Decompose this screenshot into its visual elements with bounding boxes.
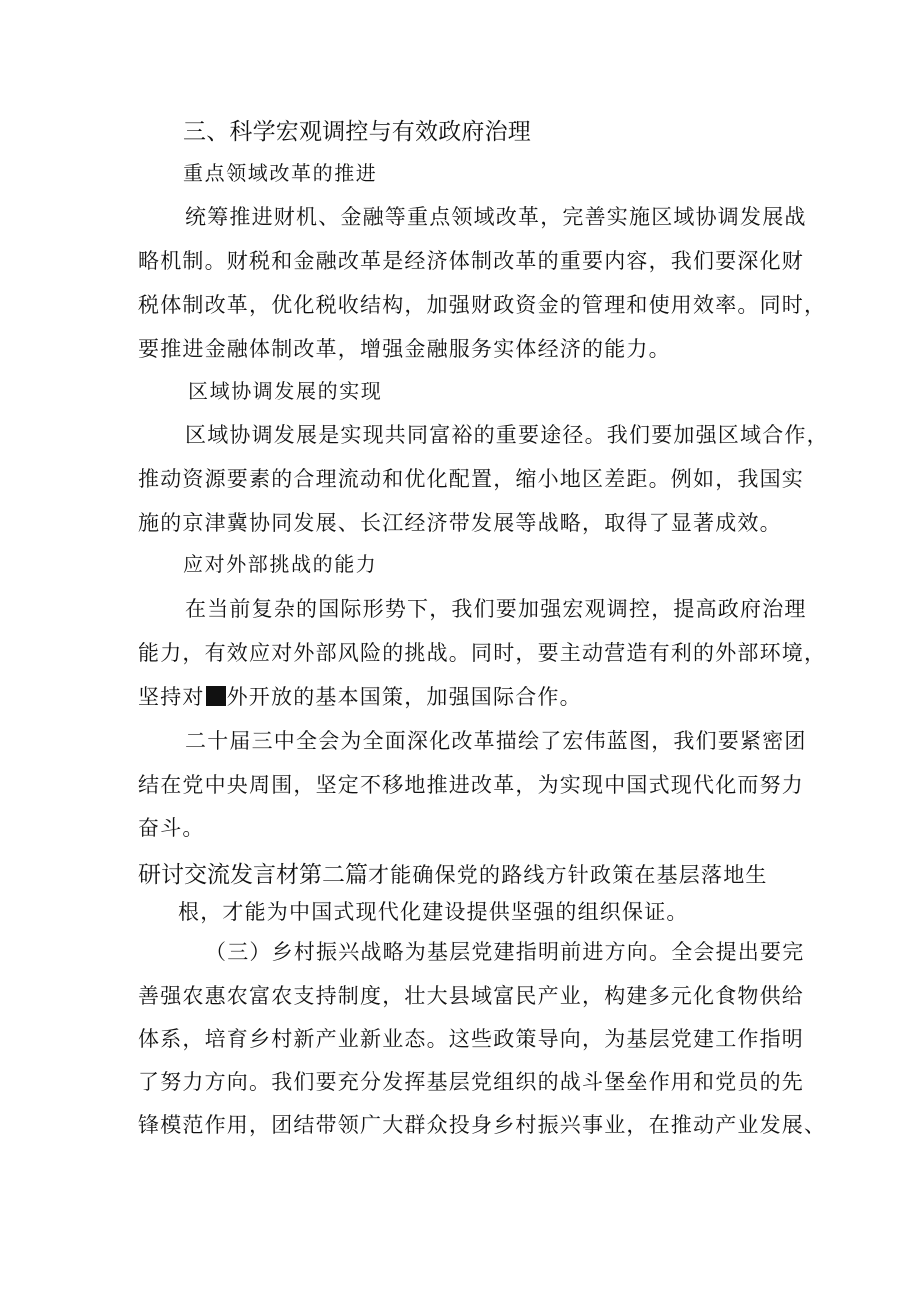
paragraph-text-before: 坚持对 bbox=[138, 685, 205, 709]
paragraph-line: 推动资源要素的合理流动和优化配置，缩小地区差距。例如，我国实 bbox=[138, 467, 804, 491]
article-title-line bbox=[138, 860, 768, 890]
paragraph-line: 略机制。财税和金融改革是经济体制改革的重要内容，我们要深化财 bbox=[138, 249, 804, 273]
article-title: 研讨交流发言材第二篇 bbox=[138, 862, 368, 888]
paragraph-line: 体系，培育乡村新产业新业态。这些政策导向，为基层党建工作指明 bbox=[138, 1027, 804, 1051]
paragraph-line: （三）乡村振兴战略为基层党建指明前进方向。全会提出要完 bbox=[205, 940, 805, 964]
paragraph-line: 区域协调发展是实现共同富裕的重要途径。我们要加强区域合作， bbox=[185, 423, 829, 447]
paragraph-line: 善强农惠农富农支持制度，壮大县域富民产业，构建多元化食物供给 bbox=[138, 984, 804, 1008]
subheading-key-reforms: 重点领域改革的推进 bbox=[183, 161, 378, 185]
paragraph-line: 税体制改革，优化税收结构，加强财政资金的管理和使用效率。同时， bbox=[138, 293, 827, 317]
closing-line: 奋斗。 bbox=[138, 816, 205, 840]
section-heading: 三、科学宏观调控与有效政府治理 bbox=[183, 119, 531, 145]
paragraph-line: 能力，有效应对外部风险的挑战。同时，要主动营造有利的外部环境， bbox=[138, 641, 827, 665]
closing-line: 二十届三中全会为全面深化改革描绘了宏伟蓝图，我们要紧密团 bbox=[185, 729, 807, 753]
paragraph-line: 了努力方向。我们要充分发挥基层党组织的战斗堡垒作用和党员的先 bbox=[138, 1070, 804, 1094]
paragraph-line: 要推进金融体制改革，增强金融服务实体经济的能力。 bbox=[138, 337, 671, 361]
paragraph-line: 根，才能为中国式现代化建设提供坚强的组织保证。 bbox=[178, 900, 689, 924]
subheading-external-challenges: 应对外部挑战的能力 bbox=[183, 552, 378, 576]
redaction-block bbox=[206, 686, 226, 706]
paragraph-line: 施的京津冀协同发展、长江经济带发展等战略，取得了显著成效。 bbox=[138, 511, 782, 535]
closing-line: 结在党中央周围，坚定不移地推进改革，为实现中国式现代化而努力 bbox=[138, 773, 804, 797]
subheading-regional-coordination: 区域协调发展的实现 bbox=[188, 379, 383, 403]
paragraph-line: 在当前复杂的国际形势下，我们要加强宏观调控，提高政府治理 bbox=[185, 597, 807, 621]
paragraph-line: 统筹推进财机、金融等重点领域改革，完善实施区域协调发展战 bbox=[185, 205, 807, 229]
paragraph-text-after: 外开放的基本国策，加强国际合作。 bbox=[226, 685, 582, 709]
paragraph-line-with-redaction bbox=[138, 682, 582, 712]
article-title-tail: 才能确保党的路线方针政策在基层落地生 bbox=[368, 863, 768, 887]
paragraph-line: 锋模范作用，团结带领广大群众投身乡村振兴事业，在推动产业发展、 bbox=[138, 1113, 827, 1137]
